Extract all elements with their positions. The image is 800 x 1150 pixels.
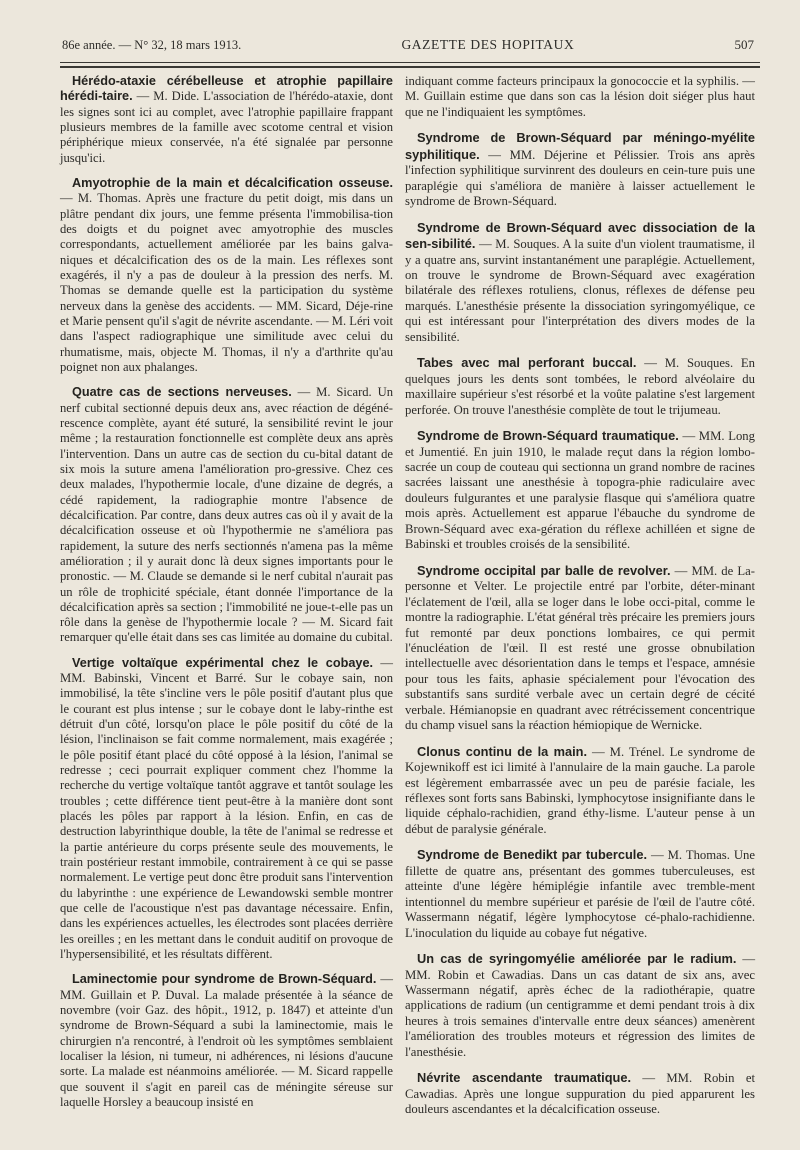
article [60, 656, 393, 963]
article-body: — MM. Déjerine et Pélissier. Trois ans après l'infection syphilitique survinrent des douleurs en cein-ture puis une paraplégie qui s'améliora de manière à laisser actuellement le syndrome de Brown-Séquard. [405, 147, 755, 209]
journal-title: GAZETTE DES HOPITAUX [401, 37, 575, 52]
article-body: — MM. Babinski, Vincent et Barré. Sur le cobaye sain, non immobilisé, la tête s'incline vers le pôle positif d'autant plus que le courant est plus intense ; sur le cobaye dont le laby-rinthe est détruit d'un côté, lorsqu'on place le pôle positif du côté de la lésion, l'inclinaison se fait comme normalement, mais exagérée ; le pôle positif étant placé du côté opposé à la lésion, l'animal se redresse ; ceci pourrait expliquer comment chez l'homme la recherche du vertige voltaïque tantôt aggrave et tantôt soulage les troubles ; cette différence tient peut-être à la manière dont sont placés les pôles par rapport à la lésion. Enfin, en cas de destruction labyrinthique double, la tête de l'animal se redresse et la partie antérieure du corps présente seule des mouvements, le train postérieur restant immobile, contrairement à ce qui se passe normalement. Le vertige peut donc être produit sans l'intervention du labyrinthe : une expérience de Lewandowski semble montrer que celle de l'acoustique n'est pas davantage nécessaire. Enfin, dans les expériences actuelles, les électrodes sont placées derrière les oreilles ; en les mettant dans le conduit auditif on provoque de l'hypersensibilité, et les résultats diffèrent. [60, 655, 393, 962]
article [60, 176, 393, 375]
left-column [60, 74, 393, 1120]
article [405, 744, 755, 838]
article [405, 563, 755, 734]
article-title: Un cas de syringomyélie améliorée par le radium. [417, 951, 737, 967]
article-title: Névrite ascendante traumatique. [417, 1070, 632, 1086]
article [60, 972, 393, 1110]
article-title: Quatre cas de sections nerveuses. [72, 385, 292, 400]
article [405, 847, 755, 941]
article [60, 385, 393, 646]
article [405, 951, 755, 1060]
article-title: Laminectomie pour syndrome de Brown-Séquard. [72, 972, 377, 987]
article [405, 130, 755, 209]
page-header [62, 37, 754, 59]
article [405, 428, 755, 553]
article-title: Syndrome de Benedikt par tubercule. [417, 847, 648, 863]
article-body: — MM. Robin et Cawadias. Dans un cas datant de six ans, avec Wassermann négatif, après échec de la radiothérapie, quatre applications de radium (un centigramme et demi pendant trois à dix heures à trois semaines d'intervalle entre deux séances) amenèrent l'amélioration des troubles moteurs et régression des limites de l'anesthésie. [405, 952, 756, 1059]
article-body: — MM. de La-personne et Velter. Le projectile entré par l'orbite, déter-minant l'éclatement de l'œil, alla se loger dans le lobe occi-pital, comme le montre la radiographie. L'état général très précaire les premiers jours fut remonté par deux ponctions lombaires, ce qui permit l'énucléation de l'œil. Il est resté une grosse obnubilation intellectuelle avec désorientation dans le temps et l'espace, amnésie pour tous les faits, aphasie spécialement pour l'évocation des substantifs sans surdité verbale avec un certain degré de cécité verbale. Hémianopsie en quadrant avec rétrécissement concentrique du champ visuel sans la réaction hémiopique de Wernicke. [405, 563, 755, 733]
article-title: Amyotrophie de la main et décalcification osseuse. [72, 175, 393, 190]
issue-info: 86e année. — N° 32, 18 mars 1913. [62, 38, 242, 52]
article-body: — M. Dide. L'association de l'hérédo-ataxie, dont les signes sont ici au complet, avec l'atrophie papillaire frappant plusieurs membres de la famille avec scotome central et vision périphérique mieux conservée, n'a été signalée par personne jusqu'ici. [60, 89, 393, 165]
article-body: — M. Souques. A la suite d'un violent traumatisme, il y a quatre ans, survint instantanément une paraplégie. Actuellement, on trouve le syndrome de Brown-Séquard avec exagération bilatérale des réflexes rotuliens, clonus, réflexes de défense peu marqués. L'anesthésie présente la dissociation syringomyélique, ce qui est intéressant pour l'interprétation des divers modes de la sensibilité. [405, 237, 755, 344]
article-continuation [405, 74, 755, 120]
article-title: Syndrome de Brown-Séquard par méningo-myélite syphilitique. [405, 130, 755, 162]
article-body: — M. Thomas. Une fillette de quatre ans, présentant des gommes tuberculeuses, est atteinte d'une légère hémiplégie infantile avec tremble-ment intentionnel du membre supérieur et parésie de l'œil de l'autre côté. Wassermann négatif, légère lymphocytose cé-phalo-rachidienne. L'inoculation du liquide au cobaye fut négative. [405, 848, 755, 940]
article [60, 74, 393, 166]
article [405, 355, 755, 418]
article-body: — M. Trénel. Le syndrome de Kojewnikoff est ici limité à l'annulaire de la main gauche. La parole est légèrement embarrassée avec un peu de parésie faciale, les réflexes sont forts sans Babinski, lymphocytose insignifiante dans le liquide céphalo-rachidien, grand éthy-lisme. L'auteur pense à un début de paralysie générale. [405, 744, 755, 836]
page-number: 507 [734, 37, 754, 52]
article-title: Syndrome de Brown-Séquard traumatique. [417, 428, 679, 444]
article-title: Syndrome de Brown-Séquard avec dissociation de la sen-sibilité. [405, 219, 755, 252]
article-body: indiquant comme facteurs principaux la gonococcie et la syphilis. — M. Guillain estime que dans son cas la lésion doit siéger plus haut que ne l'indiquaient les symptômes. [405, 74, 755, 119]
article-title: Vertige voltaïque expérimental chez le cobaye. [72, 655, 374, 670]
header-rule-double [60, 66, 760, 68]
article-title: Hérédo-ataxie cérébelleuse et atrophie papillaire hérédi-taire. [60, 74, 393, 104]
header-rule [60, 62, 760, 63]
article-body: — MM. Robin et Cawadias. Après une longue suppuration du pied apparurent les douleurs ascendantes et la décalcification osseuse. [405, 1071, 755, 1117]
article [405, 220, 755, 346]
article-body: — MM. Long et Jumentié. En juin 1910, le malade reçut dans la région lombo-sacrée un coup de couteau qui sectionna un grand nombre de racines sacrées laissant une anesthésie à topogra-phie radiculaire avec douleurs fulgurantes et une paralysie flasque qui s'améliora quatre mois après. Actuellement est apparue l'ébauche du syndrome de Brown-Séquard avec exa-gération du réflexe achilléen et signe de Babinski et troubles croisés de la sensibilité. [405, 429, 755, 552]
article-title: Syndrome occipital par balle de revolver. [417, 562, 671, 578]
article-body: — MM. Guillain et P. Duval. La malade présentée à la séance de novembre (voir Gaz. des hôpit., 1912, p. 1847) et atteinte d'un syndrome de Brown-Séquard a subi la laminectomie, mais le chirurgien n'a rencontré, à l'endroit où les symptômes semblaient localiser la lésion, ni tumeur, ni adhérences, ni lésions d'aucune sorte. La malade est néanmoins améliorée. — M. Sicard rappelle que souvent il s'agit en pareil cas de méningite séreuse sur laquelle Horsley a beaucoup insisté en [60, 972, 393, 1109]
article-body: — M. Souques. En quelques jours les dents sont tombées, le rebord alvéolaire du maxillaire supérieur s'est résorbé et la voûte palatine s'est largement perforée. On trouve l'anesthésie complète de tout le trijumeau. [405, 356, 755, 417]
article [405, 1070, 755, 1117]
article-title: Tabes avec mal perforant buccal. [417, 355, 637, 371]
article-body: — M. Sicard. Un nerf cubital sectionné depuis deux ans, avec réaction de dégéné-rescence complète, ayant été suturé, la sensibilité revint le jour même ; la restauration fonctionnelle est complète deux ans après l'intervention. Dans un autre cas de section du cu-bital datant de six mois la suture amena l'amélioration pro-gressive. Chez ces deux malades, l'hypothermie locale, d'une dizaine de degrés, a cédé rapidement, la radiographie montre l'absence de décalcification. Par contre, dans deux autres cas où il y avait de la décalcification osseuse et où l'hypothermie ne s'améliora pas rapidement, la suture des nerfs sectionnés n'amena pas la même amélioration ; il y aurait donc là deux signes importants pour le pronostic. — M. Claude se demande si le nerf cubital n'aurait pas un rôle de trophicité spéciale, étant donnée l'importance de la décalcification après sa section ; l'immobilité ne joue-t-elle pas un rôle dans la genèse de l'hypothermie locale ? — M. Sicard fait remarquer qu'elle était dans ses cas limitée au domaine du cubital. [60, 385, 393, 645]
article-body: — M. Thomas. Après une fracture du petit doigt, mis dans un plâtre pendant dix jours, une femme présenta l'immobilisa-tion des doigts et du poignet avec amyotrophie des muscles correspondants, actuellement améliorée par les bains galva-niques et décalcification des os de la main. Les réflexes sont exagérés, il n'y a pas de douleur à la pression des nerfs. M. Thomas se demande quelle est la participation du système nerveux dans la genèse des accidents. — MM. Sicard, Déje-rine et Marie pensent qu'il s'agit de névrite ascendante. — M. Léri voit dans l'aspect radiographique une similitude avec celui du rhumatisme, mais, objecte M. Thomas, il n'y a d'arthrite qu'au poignet non aux phalanges. [60, 191, 393, 374]
right-column [405, 74, 755, 1128]
article-title: Clonus continu de la main. [417, 743, 588, 759]
